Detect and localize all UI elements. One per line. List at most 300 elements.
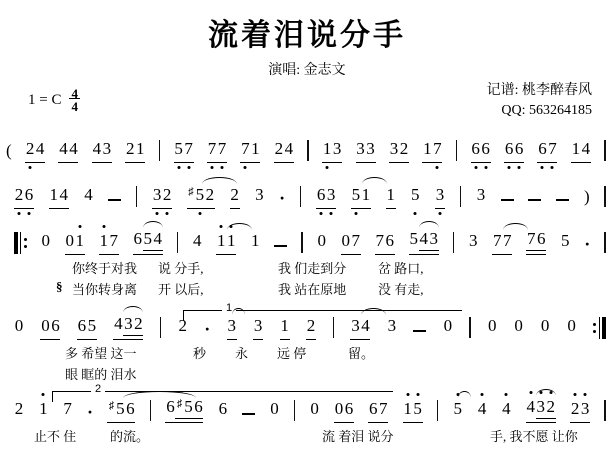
note-digit: 0 bbox=[341, 231, 350, 250]
octave-dot-high bbox=[539, 391, 542, 394]
note-digit: 4 bbox=[526, 397, 536, 417]
note-digit: 7 bbox=[184, 139, 194, 159]
note-digit: 3 bbox=[326, 185, 336, 205]
augmentation-dot: · bbox=[86, 402, 93, 422]
note-2 bbox=[178, 316, 188, 340]
note-0 bbox=[540, 316, 550, 340]
credits bbox=[487, 81, 592, 122]
tie-arc bbox=[202, 177, 237, 184]
octave-dot-low bbox=[198, 212, 201, 215]
system-4 bbox=[0, 302, 614, 382]
note-digit: 3 bbox=[476, 185, 486, 204]
note-digit: 7 bbox=[502, 231, 512, 250]
segno-icon: § bbox=[56, 279, 63, 294]
note-digit: 2 bbox=[205, 185, 215, 204]
note-digit: 5 bbox=[351, 185, 361, 205]
note-digit: 3 bbox=[351, 316, 360, 335]
duration-dash bbox=[528, 199, 541, 201]
octave-dot-low bbox=[28, 212, 31, 215]
note-digit: 4 bbox=[581, 139, 591, 158]
octave-dot-low bbox=[551, 166, 554, 169]
duration-dash bbox=[108, 199, 121, 201]
note-3 bbox=[227, 316, 237, 340]
volta-bracket-1 bbox=[183, 302, 462, 321]
transcriber-line: 记谱: 桃李醉春风 bbox=[486, 83, 592, 98]
lyric-segment: 开 以后, bbox=[158, 282, 204, 297]
note-15 bbox=[403, 399, 423, 423]
note-digit: 5 bbox=[143, 229, 152, 248]
lyric-segment: 我 站在原地 bbox=[278, 282, 347, 297]
note-0 bbox=[567, 316, 577, 340]
octave-dot-low bbox=[518, 166, 521, 169]
octave-dot-low bbox=[29, 166, 32, 169]
note-0 bbox=[487, 316, 497, 340]
octave-dot-high bbox=[505, 393, 508, 396]
note-digit: 2 bbox=[230, 185, 239, 204]
octave-dot-low bbox=[244, 166, 247, 169]
note-digit: 3 bbox=[389, 139, 399, 158]
note-digit: 4 bbox=[419, 229, 428, 248]
lyric-segment: 说 分手, bbox=[158, 261, 204, 276]
sharp-icon: ♯ bbox=[176, 398, 183, 410]
note-digit: 6 bbox=[126, 399, 135, 418]
duration-dash bbox=[274, 245, 287, 247]
sharp-icon: ♯ bbox=[188, 186, 194, 198]
note-digit: 1 bbox=[99, 231, 109, 251]
octave-dot-low bbox=[177, 166, 180, 169]
note-digit: 7 bbox=[526, 229, 536, 248]
octave-dot-low bbox=[211, 166, 214, 169]
note-♯52 bbox=[187, 185, 215, 209]
note-digit: 3 bbox=[536, 397, 546, 417]
slur-arc bbox=[419, 221, 439, 228]
note-1 bbox=[386, 185, 396, 209]
note-digit: 4 bbox=[192, 231, 202, 250]
note-4 bbox=[83, 185, 93, 209]
note-0 bbox=[443, 316, 453, 340]
double-beam-group bbox=[419, 229, 439, 251]
note-3 bbox=[476, 185, 486, 209]
lyric-segment: 多 希望 这一 bbox=[65, 346, 137, 361]
lyric-segment: 岔 路口, bbox=[378, 261, 424, 276]
lyric-segment: 眼 眶的 泪水 bbox=[65, 367, 137, 382]
note-digit: 6 bbox=[385, 231, 394, 250]
note-17 bbox=[99, 231, 119, 255]
note-24 bbox=[274, 139, 294, 163]
note-digit: 4 bbox=[92, 139, 102, 158]
note-digit: 5 bbox=[195, 185, 205, 205]
note-digit: 5 bbox=[174, 139, 184, 159]
octave-dot-low bbox=[221, 166, 224, 169]
note-digit: 0 bbox=[270, 399, 279, 418]
octave-dot-low bbox=[156, 212, 159, 215]
lyrics-line-3-verse-1 bbox=[0, 255, 614, 276]
note-digit: 2 bbox=[14, 185, 24, 205]
note-14 bbox=[49, 185, 69, 209]
note-digit: 0 bbox=[65, 231, 74, 250]
duration-dash bbox=[413, 330, 426, 332]
note-63 bbox=[316, 185, 336, 209]
lyric-segment: 的流。 bbox=[110, 429, 150, 444]
octave-dot-low bbox=[166, 212, 169, 215]
note-digit: 4 bbox=[69, 139, 78, 158]
note-digit: 3 bbox=[253, 316, 263, 335]
note-digit: 6 bbox=[537, 139, 547, 159]
note-2 bbox=[14, 399, 24, 423]
note-digit: 4 bbox=[114, 314, 123, 333]
barline bbox=[300, 186, 302, 207]
note-57 bbox=[174, 139, 194, 163]
note-digit: 6 bbox=[481, 139, 491, 159]
note-digit: 2 bbox=[399, 139, 409, 158]
augmentation-dot: · bbox=[279, 188, 286, 208]
note-digit: 6 bbox=[51, 316, 60, 335]
note-digit: 1 bbox=[226, 231, 236, 251]
note-digit: 6 bbox=[133, 229, 142, 248]
singer-line: 演唱: 金志文 bbox=[268, 63, 346, 78]
note-digit: 1 bbox=[403, 399, 413, 419]
note-digit: 6 bbox=[344, 399, 354, 418]
octave-dot-low bbox=[18, 212, 21, 215]
octave-dot-low bbox=[414, 212, 417, 215]
barline bbox=[159, 140, 161, 161]
double-beam-group bbox=[526, 229, 546, 251]
octave-dot-high bbox=[406, 393, 409, 396]
note-digit: 7 bbox=[207, 139, 217, 159]
note-digit: 3 bbox=[102, 139, 112, 158]
note-digit: 6 bbox=[504, 139, 514, 159]
note-14 bbox=[571, 139, 591, 163]
note-digit: 0 bbox=[540, 316, 550, 335]
time-signature-numerator: 4 bbox=[71, 86, 78, 101]
lyric-segment: 远 停 bbox=[277, 346, 307, 361]
qq-line: QQ: 563264185 bbox=[501, 103, 592, 119]
duration-dash bbox=[242, 413, 255, 415]
octave-dot-low bbox=[187, 166, 190, 169]
note-digit: 5 bbox=[116, 399, 125, 418]
note-digit: 6 bbox=[471, 139, 481, 159]
note-digit: 0 bbox=[14, 316, 24, 335]
note-digit: 6 bbox=[166, 397, 175, 416]
note-06 bbox=[40, 316, 60, 340]
octave-dot-high bbox=[416, 393, 419, 396]
note-543 bbox=[409, 229, 439, 255]
note-76 bbox=[526, 229, 546, 255]
note-77 bbox=[207, 139, 227, 163]
tie-arc bbox=[458, 391, 471, 398]
octave-dot-low bbox=[320, 212, 323, 215]
note-digit: 6 bbox=[369, 399, 378, 418]
octave-dot-low bbox=[330, 212, 333, 215]
note-digit: 4 bbox=[153, 229, 162, 248]
octave-dot-low bbox=[439, 212, 442, 215]
lyric-segment: 我 们走到分 bbox=[278, 261, 347, 276]
note-77 bbox=[492, 231, 512, 255]
note-digit: 3 bbox=[580, 399, 590, 419]
note-digit: 0 bbox=[310, 399, 319, 418]
note-digit: 5 bbox=[87, 316, 97, 335]
note-digit: 6 bbox=[316, 185, 326, 205]
octave-dot-high bbox=[102, 225, 105, 228]
note-0 bbox=[310, 399, 320, 423]
slur-arc bbox=[123, 306, 143, 313]
double-beam-group bbox=[143, 229, 163, 251]
note-digit: 0 bbox=[487, 316, 497, 335]
note-digit: 2 bbox=[134, 314, 143, 333]
lyric-segment: 你终于对我 bbox=[72, 261, 138, 276]
note-digit: 1 bbox=[49, 185, 58, 204]
repeat-end-sign bbox=[593, 317, 606, 339]
tie-arc bbox=[503, 223, 528, 230]
note-digit: 0 bbox=[41, 231, 50, 250]
lyric-segment: 没 有走, bbox=[378, 282, 424, 297]
meta-row bbox=[0, 81, 614, 121]
octave-dot-high bbox=[78, 225, 81, 228]
note-6♯56 bbox=[165, 397, 203, 423]
barline bbox=[307, 140, 309, 161]
octave-dot-low bbox=[354, 212, 357, 215]
note-0 bbox=[514, 316, 524, 340]
barline bbox=[456, 140, 458, 161]
note-digit: 1 bbox=[136, 139, 145, 158]
lyric-segment: 当你转身离 bbox=[72, 282, 138, 297]
lyric-segment: 手, 我不愿 让你 bbox=[490, 429, 578, 444]
note-67 bbox=[368, 399, 388, 423]
song-title: 流着泪说分手 bbox=[208, 19, 406, 52]
note-digit: 2 bbox=[274, 139, 284, 158]
note-digit: 7 bbox=[432, 139, 442, 159]
volta-1-label: 1 bbox=[222, 302, 236, 314]
note-06 bbox=[334, 399, 354, 423]
double-beam-group bbox=[536, 397, 556, 419]
note-digit: 3 bbox=[332, 139, 342, 158]
note-digit: 2 bbox=[14, 399, 24, 418]
note-3 bbox=[468, 231, 478, 255]
note-0 bbox=[269, 399, 279, 423]
octave-dot-high bbox=[584, 393, 587, 396]
octave-dot-high bbox=[220, 225, 223, 228]
note-digit: 5 bbox=[413, 399, 423, 419]
barline bbox=[294, 400, 296, 421]
note-26 bbox=[14, 185, 34, 209]
note-4 bbox=[192, 231, 202, 255]
note-13 bbox=[322, 139, 342, 163]
note-digit: 2 bbox=[126, 139, 135, 158]
note-digit: 4 bbox=[501, 399, 511, 419]
note-digit: 3 bbox=[124, 314, 133, 333]
note-66 bbox=[471, 139, 491, 163]
octave-dot-high bbox=[549, 391, 552, 394]
octave-dot-low bbox=[508, 166, 511, 169]
double-beam-group bbox=[175, 397, 203, 419]
double-beam-group bbox=[123, 314, 143, 336]
lyric-segment: 留。 bbox=[348, 346, 375, 361]
note-76 bbox=[375, 231, 395, 255]
slur-arc bbox=[143, 221, 163, 228]
lyric-segment: 永 bbox=[235, 346, 249, 361]
lyrics-line-4-verse-2 bbox=[0, 361, 614, 380]
note-5 bbox=[453, 399, 463, 423]
note-digit: 4 bbox=[35, 139, 45, 158]
music-line-3 bbox=[0, 223, 614, 255]
note-digit: 2 bbox=[570, 399, 580, 419]
note-4 bbox=[477, 399, 487, 423]
note-digit: 3 bbox=[356, 139, 365, 158]
barline bbox=[604, 140, 606, 161]
system-5 bbox=[0, 383, 614, 444]
note-3 bbox=[387, 316, 397, 340]
octave-dot-low bbox=[326, 166, 329, 169]
octave-dot-high bbox=[456, 393, 459, 396]
note-digit: 7 bbox=[240, 139, 250, 159]
system-3 bbox=[0, 223, 614, 297]
volta-2-label: 2 bbox=[91, 383, 105, 395]
parenthesis: ( bbox=[6, 141, 12, 160]
note-21 bbox=[125, 139, 145, 163]
note-digit: 1 bbox=[322, 139, 332, 159]
note-digit: 0 bbox=[514, 316, 523, 335]
note-6 bbox=[218, 399, 228, 423]
barline bbox=[460, 186, 462, 207]
note-51 bbox=[351, 185, 371, 209]
octave-dot-high bbox=[230, 225, 233, 228]
key-signature bbox=[28, 87, 80, 113]
note-digit: 6 bbox=[194, 397, 203, 416]
note-1 bbox=[38, 399, 48, 423]
note-digit: 5 bbox=[453, 399, 463, 419]
note-digit: 0 bbox=[41, 316, 50, 335]
note-digit: 3 bbox=[366, 139, 375, 158]
note-digit: 3 bbox=[468, 231, 478, 250]
note-32 bbox=[152, 185, 172, 209]
tie-arc bbox=[362, 177, 387, 184]
sharp-icon: ♯ bbox=[108, 400, 115, 412]
barline bbox=[469, 317, 471, 338]
note-44 bbox=[58, 139, 78, 163]
note-4 bbox=[501, 399, 511, 423]
note-34 bbox=[350, 316, 370, 340]
note-digit: 7 bbox=[63, 399, 72, 418]
note-66 bbox=[504, 139, 524, 163]
note-digit: 2 bbox=[162, 185, 172, 205]
note-3 bbox=[253, 316, 263, 340]
note-65 bbox=[77, 316, 97, 340]
note-digit: 3 bbox=[387, 316, 397, 335]
music-line-2 bbox=[0, 177, 614, 209]
note-digit: 3 bbox=[152, 185, 162, 205]
barline bbox=[453, 232, 455, 253]
note-23 bbox=[570, 399, 590, 423]
note-43 bbox=[92, 139, 112, 163]
note-♯56 bbox=[107, 399, 135, 423]
note-digit: 0 bbox=[317, 231, 326, 250]
note-5 bbox=[410, 185, 420, 209]
note-432 bbox=[526, 397, 556, 423]
note-2 bbox=[306, 316, 316, 340]
note-0 bbox=[14, 316, 24, 340]
key-label: 1 = C bbox=[28, 91, 62, 108]
note-digit: 5 bbox=[409, 229, 418, 248]
note-digit: 3 bbox=[435, 185, 445, 205]
note-digit: 6 bbox=[536, 229, 546, 248]
note-3 bbox=[254, 185, 264, 209]
note-17 bbox=[422, 139, 442, 163]
lyrics-line-4-verse-1 bbox=[0, 340, 614, 361]
octave-dot-low bbox=[541, 166, 544, 169]
note-digit: 7 bbox=[217, 139, 227, 159]
note-digit: 4 bbox=[361, 316, 370, 335]
time-signature-denominator: 4 bbox=[71, 99, 78, 114]
note-digit: 3 bbox=[429, 229, 438, 248]
octave-dot-high bbox=[574, 393, 577, 396]
octave-dot-high bbox=[42, 393, 45, 396]
note-1 bbox=[250, 231, 260, 255]
lyrics-line-5 bbox=[0, 423, 614, 444]
note-digit: 1 bbox=[423, 139, 432, 158]
duration-dash bbox=[556, 199, 569, 201]
lyric-segment: 止不 住 bbox=[34, 429, 77, 444]
note-3 bbox=[435, 185, 445, 209]
lyric-segment: 秒 bbox=[193, 346, 207, 361]
barline bbox=[604, 400, 606, 421]
note-digit: 1 bbox=[38, 399, 48, 419]
octave-dot-high bbox=[529, 391, 532, 394]
note-digit: 2 bbox=[25, 139, 35, 159]
note-0 bbox=[317, 231, 327, 255]
note-digit: 1 bbox=[216, 231, 226, 251]
note-digit: 3 bbox=[227, 316, 236, 335]
note-digit: 2 bbox=[306, 316, 316, 335]
note-digit: 0 bbox=[334, 399, 344, 418]
note-digit: 6 bbox=[218, 399, 228, 418]
note-digit: 0 bbox=[443, 316, 453, 335]
note-digit: 6 bbox=[514, 139, 524, 159]
note-digit: 4 bbox=[59, 139, 68, 158]
barline bbox=[160, 317, 162, 338]
note-digit: 1 bbox=[386, 185, 395, 204]
note-digit: 5 bbox=[410, 185, 420, 205]
note-digit: 2 bbox=[546, 397, 556, 417]
note-67 bbox=[537, 139, 557, 163]
note-digit: 1 bbox=[280, 316, 289, 335]
time-signature bbox=[69, 87, 80, 113]
barline bbox=[150, 400, 152, 421]
note-654 bbox=[133, 229, 163, 255]
barline bbox=[136, 186, 138, 207]
parenthesis: ) bbox=[583, 187, 590, 206]
note-digit: 1 bbox=[75, 231, 85, 251]
note-digit: 1 bbox=[361, 185, 371, 204]
barline bbox=[604, 232, 606, 253]
note-digit: 4 bbox=[59, 185, 68, 204]
note-01 bbox=[65, 231, 85, 255]
note-digit: 7 bbox=[109, 231, 118, 250]
note-digit: 1 bbox=[251, 139, 260, 158]
barline bbox=[177, 232, 179, 253]
barline bbox=[604, 186, 606, 207]
barline bbox=[301, 232, 303, 253]
octave-dot-low bbox=[484, 166, 487, 169]
augmentation-dot: · bbox=[204, 319, 211, 339]
note-digit: 4 bbox=[477, 399, 487, 419]
note-71 bbox=[240, 139, 260, 163]
note-0 bbox=[41, 231, 51, 255]
note-digit: 7 bbox=[351, 231, 360, 250]
note-32 bbox=[389, 139, 409, 163]
note-digit: 6 bbox=[24, 185, 34, 205]
note-07 bbox=[341, 231, 361, 255]
note-2 bbox=[230, 185, 240, 209]
